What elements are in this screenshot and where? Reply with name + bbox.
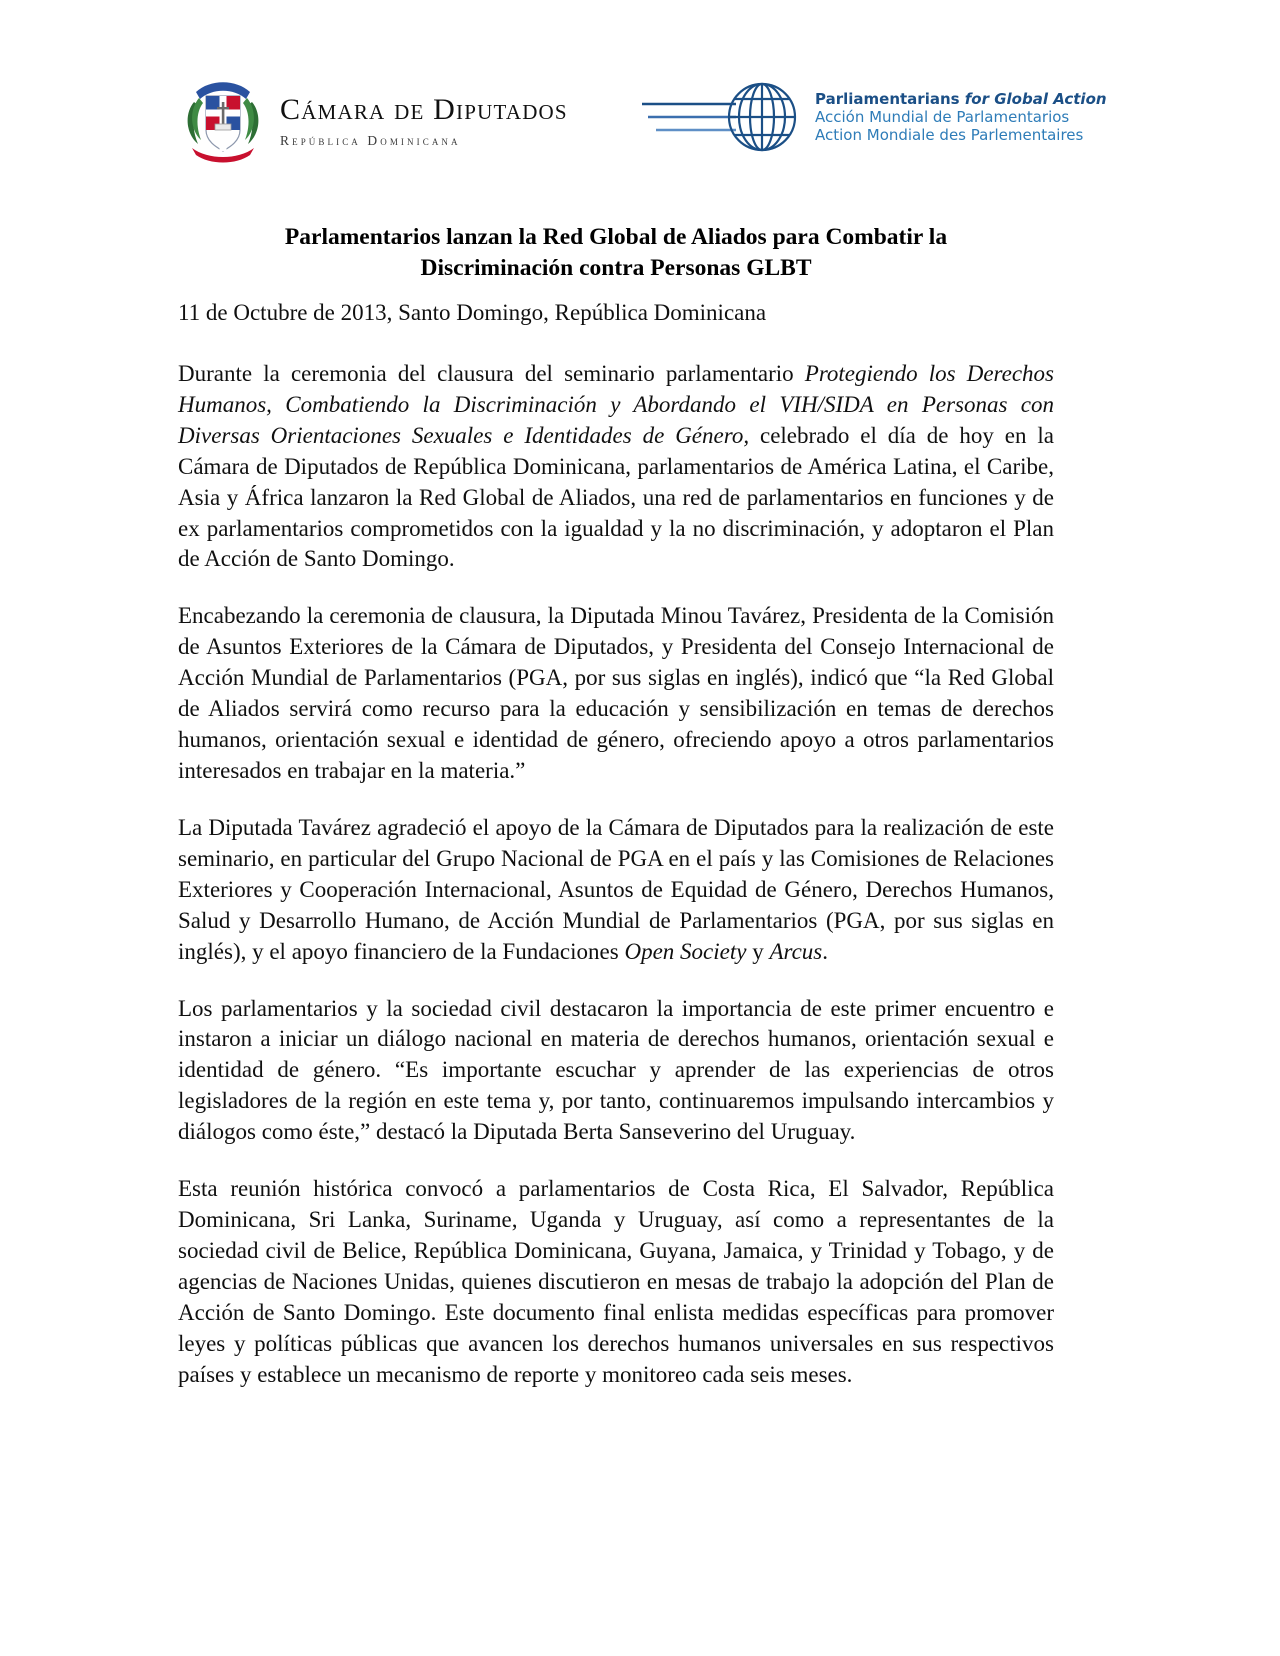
- pga-logo-line-english: [815, 90, 1107, 108]
- paragraph-4: Los parlamentarios y la sociedad civil destacaron la importancia de este primer encuentro e instaron a iniciar un diálogo nacional en materia de derechos humanos, orientación sexual e identidad de género. “Es importante escuchar y aprender de las experiencias de otros legisladores de la región en este tema y, por tanto, continuaremos impulsando intercambios y diálogos como éste,” destacó la Diputada Berta Sanseverino del Uruguay.: [178, 995, 1054, 1145]
- page-title: [180, 222, 1052, 284]
- p1-segment-1: Durante la ceremonia del clausura del seminario parlamentario: [178, 360, 805, 386]
- p3-segment-3: y: [746, 938, 770, 964]
- document-header: [0, 62, 1280, 172]
- pga-logo: [640, 78, 1107, 156]
- camara-logo-title: Cámara de Diputados: [280, 92, 568, 126]
- p1-seminar-title-italic: Protegiendo los Derechos Humanos, Combatiendo la Discriminación y Abordando el VIH/SIDA en Personas con Diversas Orientaciones Sexuales e Identidades de Género,: [178, 360, 1055, 448]
- camara-logo-text: [280, 89, 568, 148]
- dateline: 11 de Octubre de 2013, Santo Domingo, República Dominicana: [178, 300, 767, 325]
- pga-logo-text: [815, 90, 1107, 145]
- camara-logo-subtitle: República Dominicana: [280, 132, 461, 148]
- pga-line1-a: Parliamentarians: [815, 89, 965, 108]
- paragraph-1: [178, 359, 1054, 575]
- page-title-line-1: Parlamentarios lanzan la Red Global de Aliados para Combatir la: [284, 224, 948, 250]
- p3-segment-1: La Diputada Tavárez agradeció el apoyo de la Cámara de Diputados para la realización de este seminario, en particular del Grupo Nacional de PGA en el país y las Comisiones de Relaciones Exteriores y Cooperación Internacional, Asuntos de Equidad de Género, Derechos Humanos, Salud y Desarrollo Humano, de Acción Mundial de Parlamentarios (PGA, por sus siglas en inglés), y el apoyo financiero de la Fundaciones: [178, 814, 1054, 964]
- page-title-line-2: Discriminación contra Personas GLBT: [420, 255, 812, 282]
- p3-arcus-italic: Arcus: [769, 938, 823, 964]
- paragraph-5: Esta reunión histórica convocó a parlamentarios de Costa Rica, El Salvador, República Dominicana, Sri Lanka, Suriname, Uganda y Uruguay, así como a representantes de la sociedad civil de Belice, República Dominicana, Guyana, Jamaica, y Trinidad y Tobago, y de agencias de Naciones Unidas, quienes discutieron en mesas de trabajo la adopción del Plan de Acción de Santo Domingo. Este documento final enlista medidas específicas para promover leyes y políticas públicas que avancen los derechos humanos universales en sus respectivos países y establece un mecanismo de reporte y monitoreo cada seis meses.: [178, 1176, 1054, 1387]
- p3-segment-5: .: [822, 938, 828, 964]
- p3-open-society-italic: Open Society: [624, 938, 747, 964]
- pga-logo-line-french: Action Mondiale des Parlementaires: [815, 126, 1084, 145]
- document-body: [178, 298, 1054, 1417]
- p1-segment-3: celebrado el día de hoy en la Cámara de Diputados de República Dominicana, parlamentarios de América Latina, el Caribe, Asia y África lanzaron la Red Global de Aliados, una red de parlamentarios en funciones y de ex parlamentarios comprometidos con la igualdad y la no discriminación, y adoptaron el Plan de Acción de Santo Domingo.: [178, 422, 1055, 572]
- paragraph-3: [178, 813, 1054, 968]
- paragraph-2: Encabezando la ceremonia de clausura, la Diputada Minou Tavárez, Presidenta de la Comisión de Asuntos Exteriores de la Cámara de Diputados, y Presidenta del Consejo Internacional de Acción Mundial de Parlamentarios (PGA, por sus siglas en inglés), indicó que “la Red Global de Aliados servirá como recurso para la educación y sensibilización en temas de derechos humanos, orientación sexual e identidad de género, ofreciendo apoyo a otros parlamentarios interesados en trabajar en la materia.”: [178, 603, 1054, 783]
- dominican-republic-coat-of-arms-icon: [180, 72, 266, 164]
- camara-de-diputados-logo: [180, 72, 568, 164]
- pga-line1-b: for Global Action: [964, 89, 1107, 108]
- globe-icon: [640, 78, 805, 156]
- pga-logo-line-spanish: Acción Mundial de Parlamentarios: [815, 107, 1070, 126]
